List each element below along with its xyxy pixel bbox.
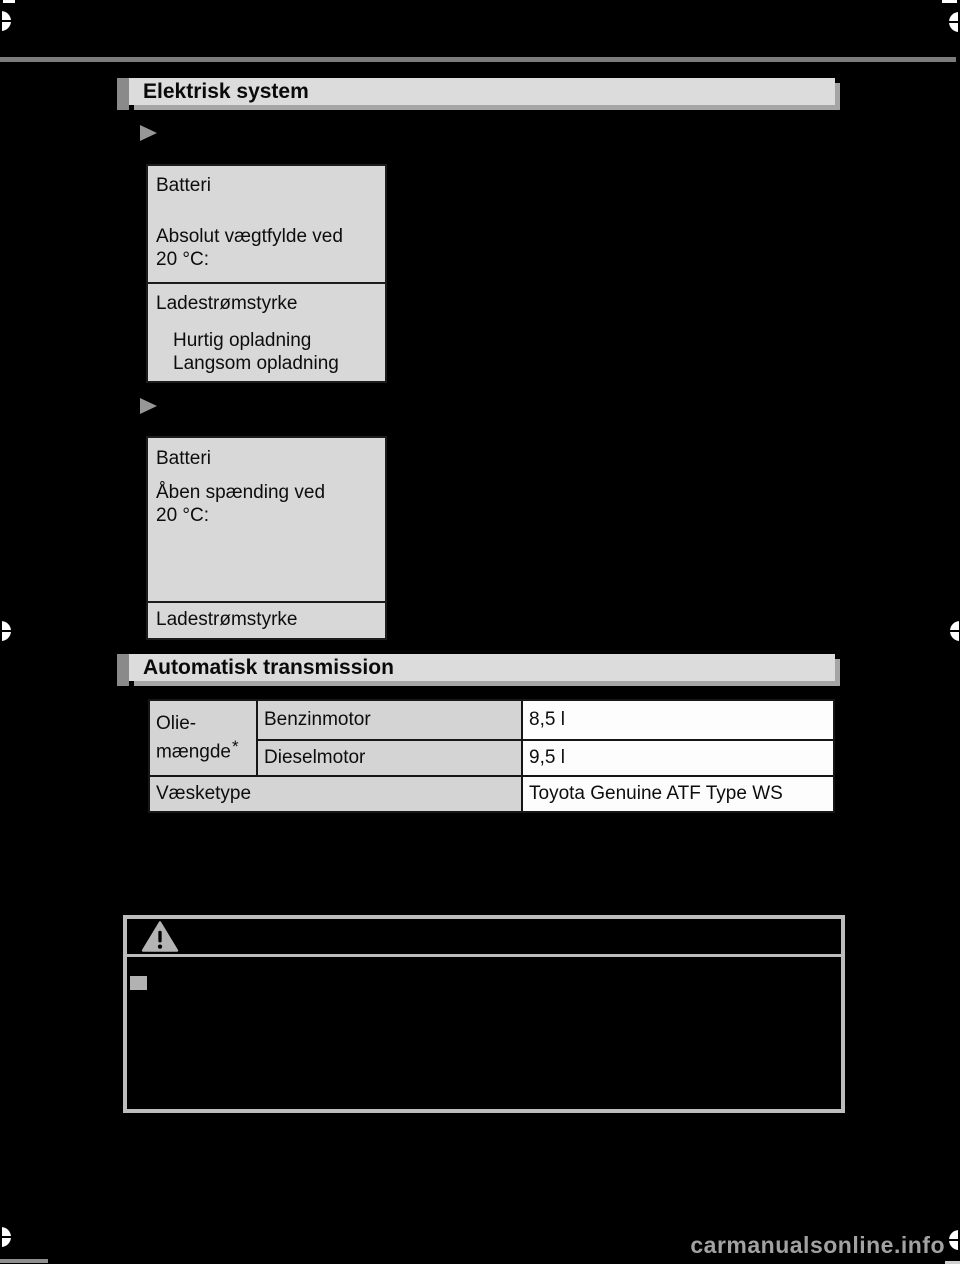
engine-capacity-cell — [522, 740, 834, 776]
warning-box — [123, 915, 845, 1113]
section-title: Automatisk transmission — [143, 656, 394, 679]
page-divider-rule — [0, 57, 956, 62]
table-row — [148, 166, 385, 284]
engine-name-cell — [257, 740, 522, 776]
fluid-type-value: Toyota Genuine ATF Type WS — [529, 783, 783, 804]
warning-box-header — [127, 919, 841, 957]
crop-tick — [942, 0, 957, 3]
spec-line: Ladestrømstyrke — [156, 609, 298, 630]
registration-mark-icon — [0, 621, 11, 641]
registration-mark-icon — [949, 1230, 960, 1250]
table-row — [149, 700, 834, 740]
engine-name: Dieselmotor — [264, 747, 366, 768]
bullet-square-icon — [130, 976, 147, 990]
registration-mark-icon — [950, 621, 960, 641]
crop-tick — [0, 1259, 48, 1263]
fluid-type-value-cell — [522, 776, 834, 812]
registration-mark-icon — [0, 1227, 11, 1247]
header-accent — [117, 78, 129, 110]
play-marker-icon — [140, 125, 157, 141]
spec-line: Langsom opladning — [173, 353, 339, 374]
footnote-asterisk: * — [232, 736, 239, 756]
spec-line: Absolut vægtfylde ved — [156, 226, 343, 247]
registration-mark-icon — [949, 12, 960, 32]
oil-label-line1: Olie- — [156, 712, 197, 734]
engine-name-cell — [257, 700, 522, 740]
oil-label-line2: mængde — [156, 741, 231, 763]
battery-spec-table-2 — [146, 436, 387, 640]
fluid-type-label: Væsketype — [156, 783, 252, 804]
spec-line: Hurtig opladning — [173, 330, 312, 351]
spec-line: Batteri — [156, 175, 211, 196]
spec-line: Batteri — [156, 448, 211, 469]
fluid-type-label-cell — [149, 776, 522, 812]
table-row — [148, 603, 385, 636]
play-marker-icon — [140, 398, 157, 414]
spec-line: Ladestrømstyrke — [156, 293, 298, 314]
header-accent — [117, 654, 129, 686]
engine-name: Benzinmotor — [264, 709, 371, 730]
engine-capacity: 8,5 l — [529, 709, 565, 730]
spec-line: 20 °C: — [156, 249, 210, 270]
table-row — [149, 776, 834, 812]
warning-triangle-icon — [141, 921, 179, 952]
engine-capacity: 9,5 l — [529, 747, 565, 768]
spec-line: 20 °C: — [156, 505, 210, 526]
spec-line: Åben spænding ved — [156, 482, 326, 503]
table-row — [148, 284, 385, 379]
site-watermark: carmanualsonline.info — [690, 1232, 945, 1258]
engine-capacity-cell — [522, 700, 834, 740]
table-row — [148, 438, 385, 603]
registration-mark-icon — [0, 11, 11, 31]
oil-quantity-label-cell — [149, 700, 257, 776]
transmission-table — [148, 699, 835, 813]
section-header-electrical — [117, 78, 846, 110]
warning-box-body — [127, 957, 841, 1109]
section-title: Elektrisk system — [143, 80, 309, 103]
battery-spec-table-1 — [146, 164, 387, 383]
crop-tick — [3, 0, 15, 3]
section-header-transmission — [117, 654, 846, 686]
